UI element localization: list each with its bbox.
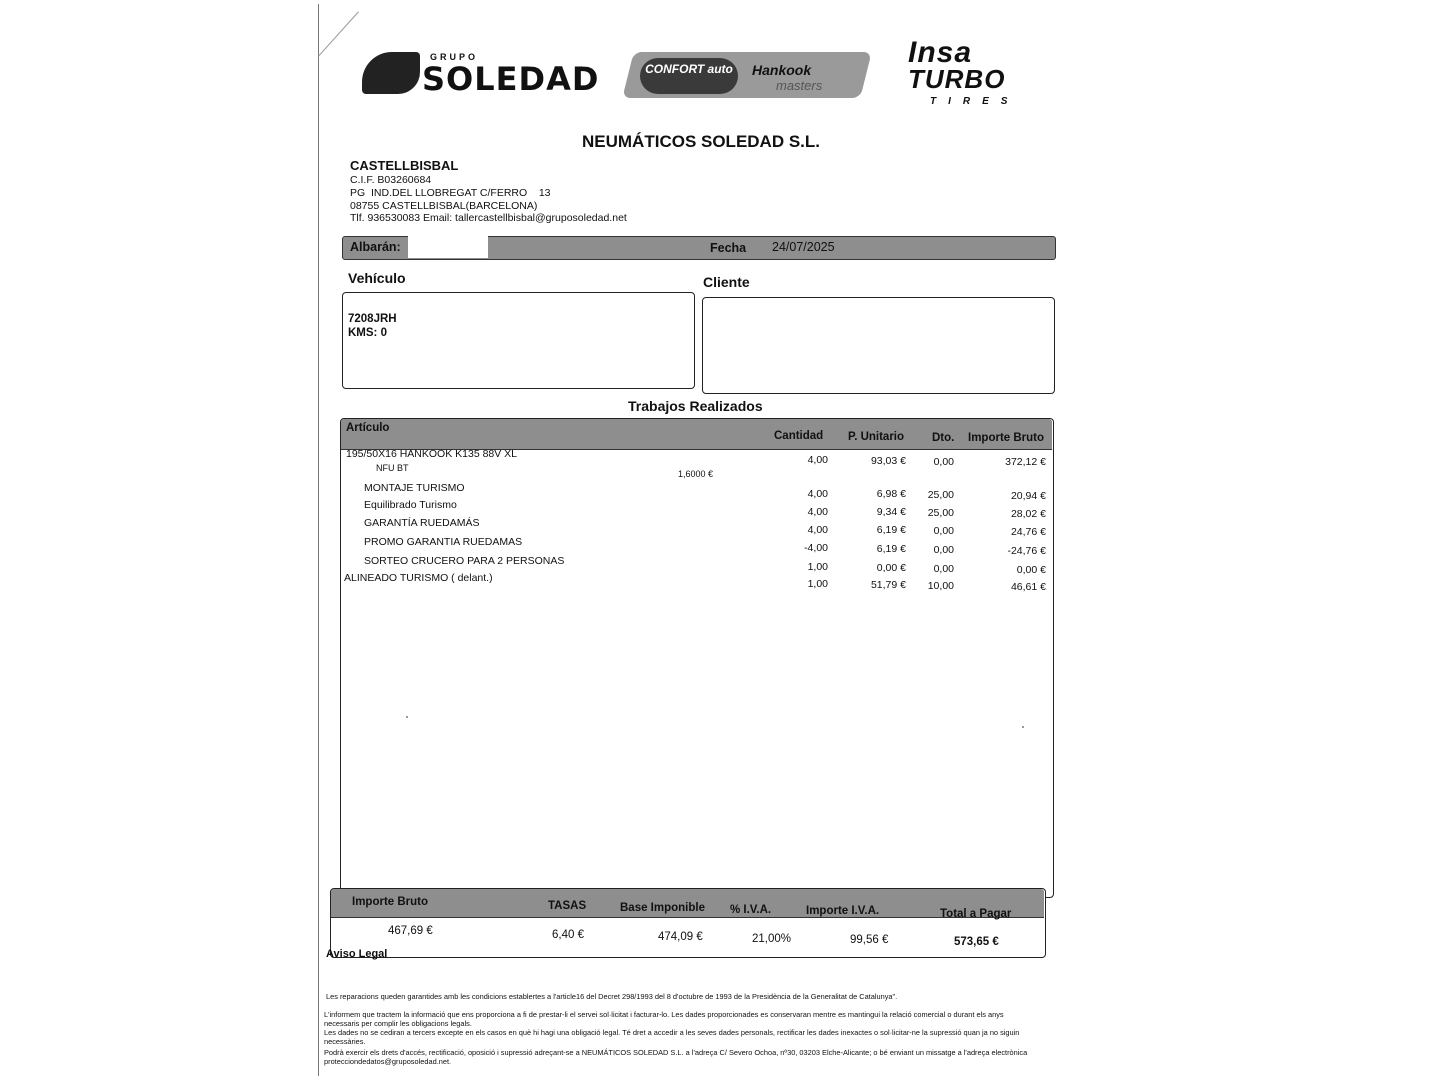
row-punitario: 6,19 € [876,543,906,555]
row-extra-price: 1,6000 € [678,469,714,479]
company-address-1: PG IND.DEL LLOBREGAT C/FERRO 13 [350,187,551,199]
row-punitario: 0,00 € [876,562,906,574]
trabajos-title: Trabajos Realizados [628,398,763,414]
row-importe: 372,12 € [1005,456,1046,468]
col-cantidad: Cantidad [774,430,824,442]
row-importe: 28,02 € [1010,508,1046,520]
albaran-label: Albarán: [350,240,401,254]
vehiculo-kms: KMS: 0 [348,327,387,339]
branch-name: CASTELLBISBAL [350,158,459,173]
legal-paragraph-4: Podrà exercir els drets d'accés, rectificació, oposició i supressió adreçant-se a NEUMÁTICOS SOLEDAD S.L. a l'adreça C/ Severo Ochoa, nº30, 03203 Elche-Alicante; o bé enviant un missatge a l'adreça electrònica protecciondedatos@gruposoledad.net. [324,1048,1028,1066]
col-tasas: TASAS [548,900,587,912]
masters-logo: masters [776,78,823,93]
row-punitario: 9,34 € [876,506,906,518]
row-desc: Equilibrado Turismo [364,499,457,511]
company-name: NEUMÁTICOS SOLEDAD S.L. [582,132,821,151]
cliente-box [702,297,1055,394]
row-cantidad: -4,00 [804,542,828,554]
row-dto: 25,00 [927,489,954,501]
base-imponible-value: 474,09 € [658,931,703,943]
col-importe-bruto: Importe Bruto [352,896,429,908]
row-punitario: 93,03 € [870,455,906,467]
legal-paragraph-2: L'informem que tractem la informació que ens proporciona a fi de prestar-li el servei sol·licitat i facturar-lo. Les dades proporcionades es conservaran mentre es mantingui la relació comercial o durant els anys necessaris per complir les obligacions legals. [324,1010,1004,1028]
row-cantidad: 1,00 [807,578,828,590]
company-contact: Tlf. 936530083 Email: tallercastellbisbal@gruposoledad.net [350,212,627,224]
scan-speck [1022,726,1024,728]
row-dto: 25,00 [927,507,954,519]
hankook-logo: Hankook [752,62,812,78]
col-punitario: P. Unitario [848,431,905,443]
row-desc: ALINEADO TURISMO ( delant.) [344,572,493,584]
logo-soledad-text: SOLEDAD [422,60,600,98]
col-base-imponible: Base Imponible [620,902,705,914]
total-pagar-value: 573,65 € [954,936,999,948]
row-desc: GARANTÍA RUEDAMÁS [364,517,480,529]
row-cantidad: 4,00 [807,488,828,500]
iva-pct-value: 21,00% [752,933,792,945]
company-address-2: 08755 CASTELLBISBAL(BARCELONA) [350,200,538,212]
col-iva-importe: Importe I.V.A. [806,905,880,917]
row-punitario: 6,98 € [876,488,906,500]
row-dto: 0,00 [933,544,954,556]
turbo-logo: TURBO [908,64,1006,94]
vehiculo-plate: 7208JRH [348,313,397,325]
insa-logo: Insa [908,36,973,69]
row-dto: 0,00 [933,456,954,468]
vehiculo-title: Vehículo [348,270,406,286]
row-desc: PROMO GARANTIA RUEDAMAS [364,536,523,548]
row-importe: 46,61 € [1010,581,1046,593]
row-importe: -24,76 € [1007,545,1046,557]
row-desc: 195/50X16 HANKOOK K135 88V XL [346,448,518,460]
company-cif: C.I.F. B03260684 [350,174,432,186]
row-dto: 0,00 [933,525,954,537]
iva-importe-value: 99,56 € [850,934,889,946]
tasas-value: 6,40 € [552,929,584,941]
row-punitario: 6,19 € [876,524,906,536]
importe-bruto-value: 467,69 € [388,925,433,937]
row-dto: 0,00 [933,563,954,575]
legal-paragraph-3: Les dades no se cediran a tercers excepte en els casos en què hi hagi una obligació legal. Té dret a accedir a les seves dades personals, rectificar les dades inexactes o sol·licitar-ne la supressió quan ja no siguin necessàries. [324,1028,1020,1046]
logo-grupo-text: GRUPO [430,52,479,62]
row-dto: 10,00 [927,580,954,592]
cliente-title: Cliente [703,274,750,290]
col-dto: Dto. [932,432,955,444]
col-total-pagar: Total a Pagar [940,908,1012,920]
row-cantidad: 4,00 [807,524,828,536]
confort-auto-logo: CONFORT auto [640,58,738,94]
row-importe: 0,00 € [1016,564,1046,576]
row-punitario: 51,79 € [870,579,906,591]
scan-speck [406,716,408,718]
tires-logo: TIRES [930,96,1020,107]
vehiculo-box [342,292,695,389]
albaran-number-redacted [408,236,488,258]
aviso-legal-title: Aviso Legal [326,948,388,960]
legal-paragraph-1: Les reparacions queden garantides amb les condicions establertes a l'article16 del Decret 298/1993 del 8 d'octubre de 1993 de la Presidència de la Generalitat de Catalunya". [326,992,898,1001]
row-cantidad: 4,00 [807,454,828,466]
row-importe: 24,76 € [1010,526,1046,538]
col-iva-pct: % I.V.A. [730,904,772,916]
fecha-value: 24/07/2025 [772,240,835,254]
row-desc: MONTAJE TURISMO [364,482,465,494]
col-importe: Importe Bruto [968,432,1045,444]
col-articulo: Artículo [346,422,390,434]
fecha-label: Fecha [710,241,747,255]
row-desc: NFU BT [376,463,409,473]
row-cantidad: 1,00 [807,561,828,573]
row-desc: SORTEO CRUCERO PARA 2 PERSONAS [364,555,565,567]
row-cantidad: 4,00 [807,506,828,518]
row-importe: 20,94 € [1010,490,1046,502]
